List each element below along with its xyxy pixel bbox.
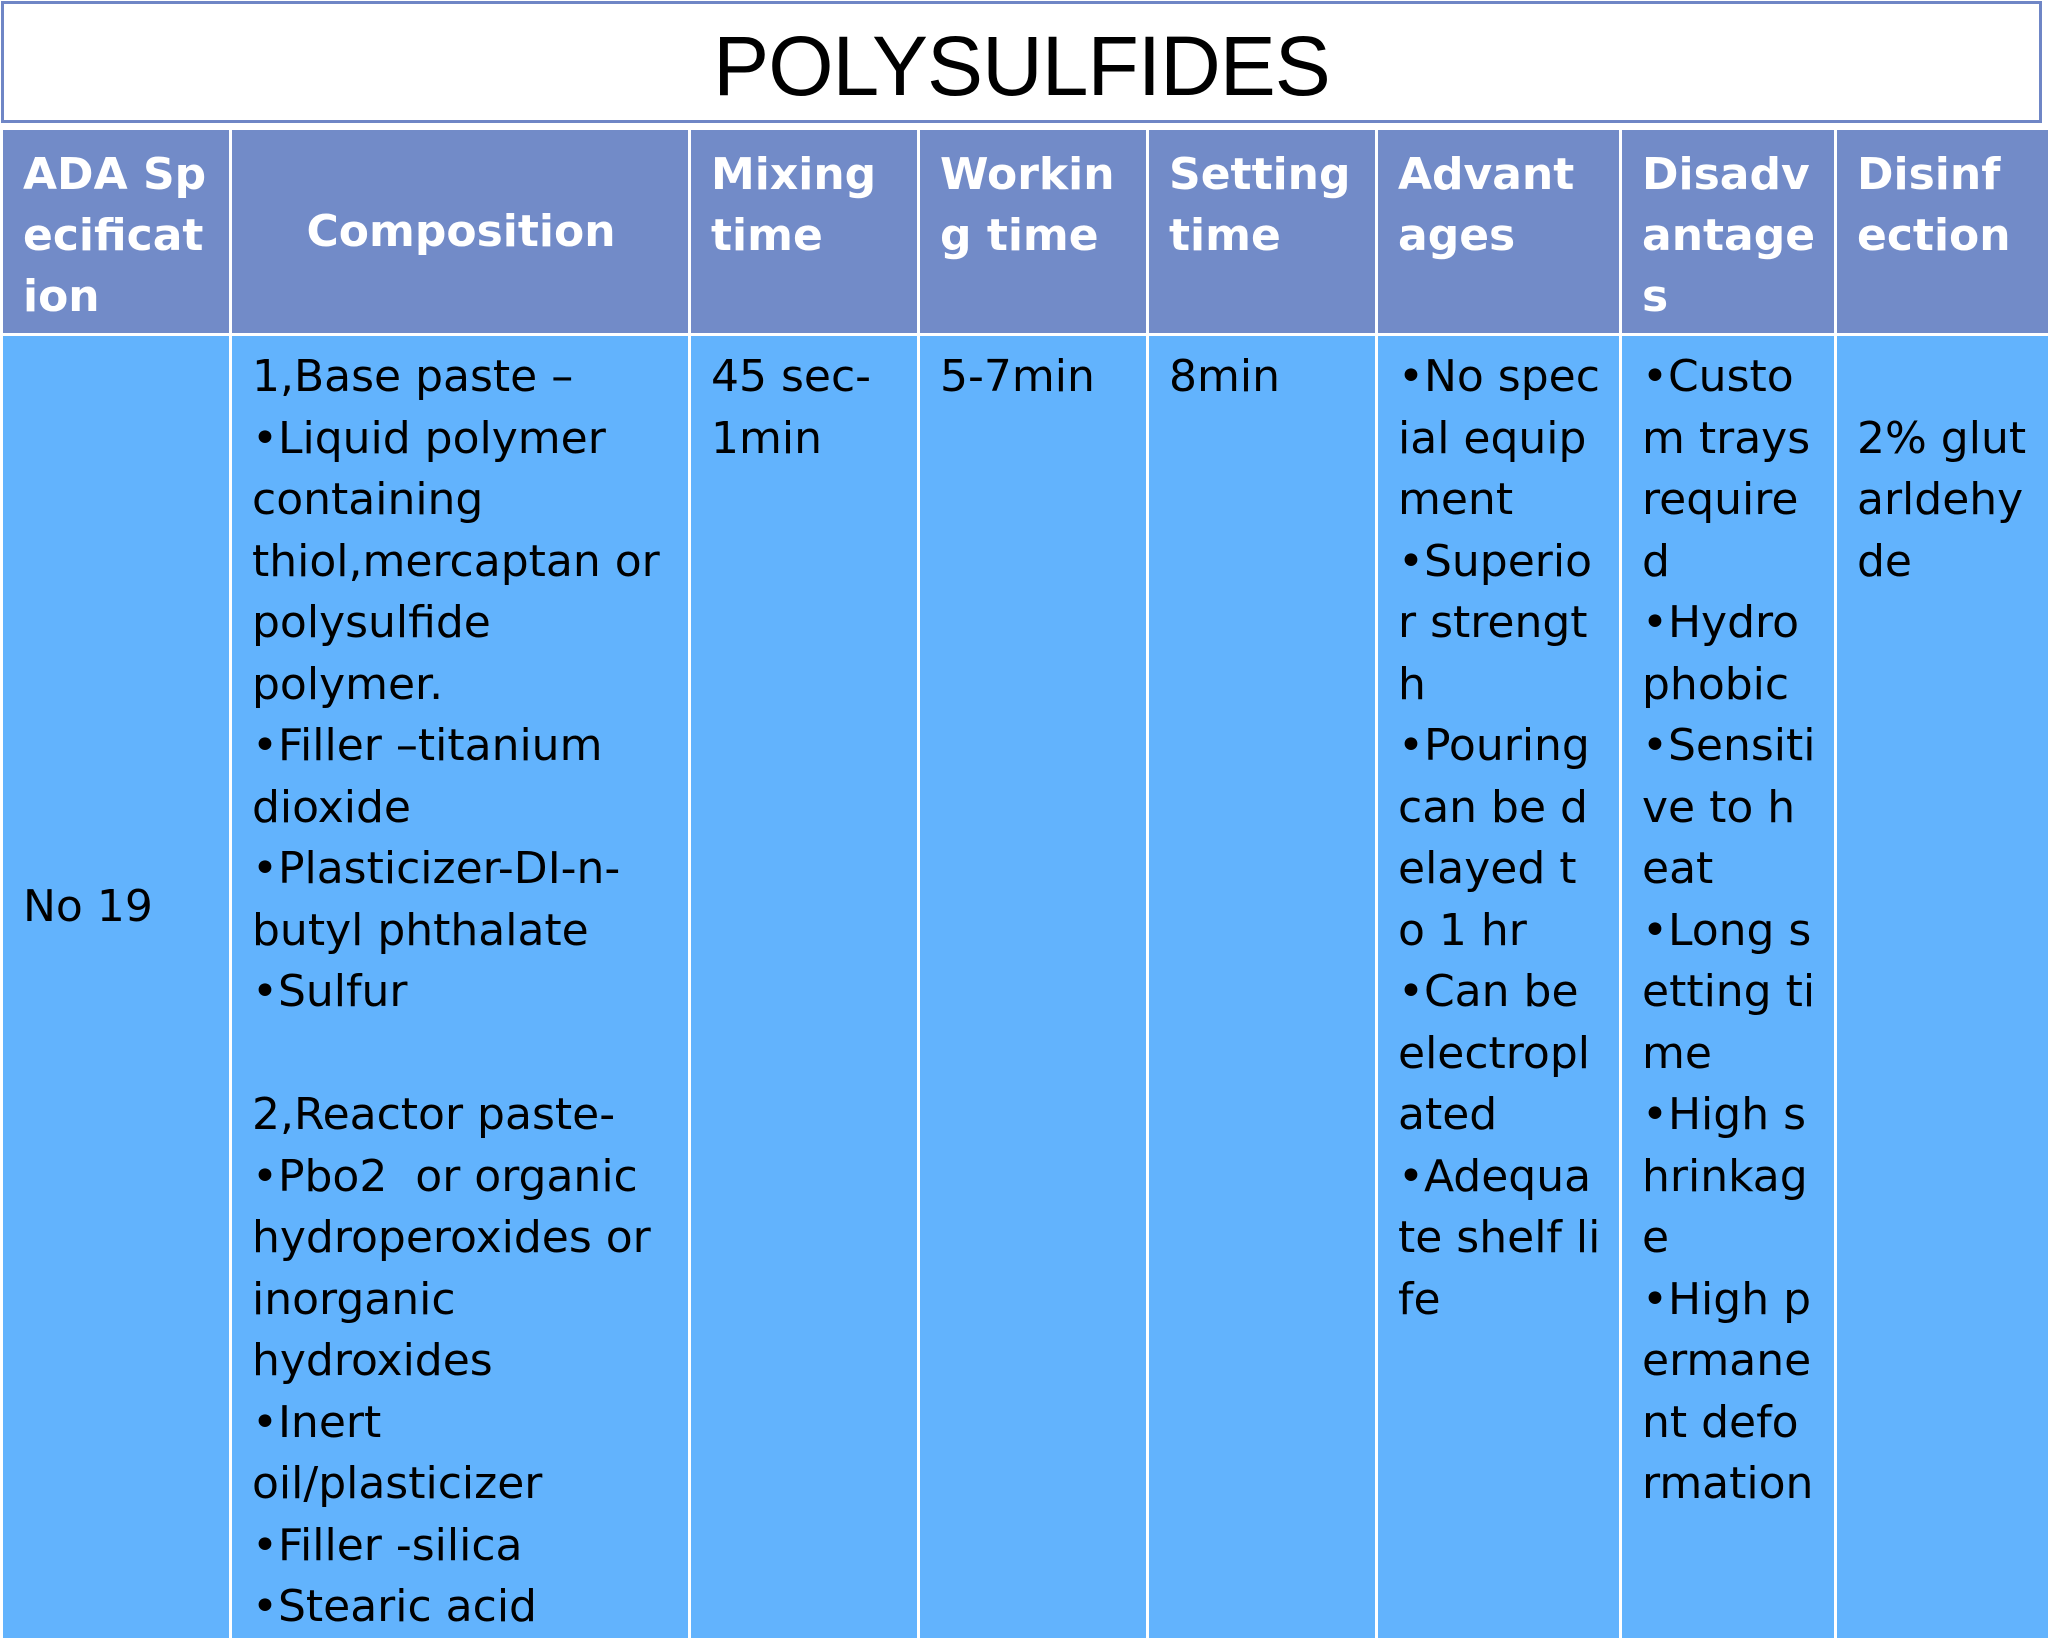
polysulfides-table	[0, 127, 2051, 1641]
disinfection-value: 2% glutarldehyde	[1857, 412, 2027, 587]
header-mixing-time: Mixing time	[690, 129, 919, 335]
base-paste-heading: 1,Base paste –	[252, 351, 574, 402]
table-row	[2, 335, 2050, 1640]
advantage-item: •No special equipment	[1398, 351, 1600, 525]
disadvantage-item: •Long setting time	[1642, 904, 1816, 1079]
cell-advantages	[1377, 335, 1621, 1640]
reactor-paste-item: •Stearic acid	[252, 1581, 537, 1632]
spacer	[252, 1023, 670, 1085]
base-paste-item: •Plasticizer-DI-n-butyl phthalate	[252, 843, 621, 956]
base-paste-item: •Sulfur	[252, 966, 408, 1017]
cell-ada-specification: No 19	[2, 335, 231, 1640]
header-setting-time: Setting time	[1148, 129, 1377, 335]
header-advantages: Advantages	[1377, 129, 1621, 335]
cell-composition	[231, 335, 690, 1640]
cell-setting-time: 8min	[1148, 335, 1377, 1640]
disadvantage-item: •Hydrophobic	[1642, 597, 1800, 710]
cell-working-time: 5-7min	[919, 335, 1148, 1640]
base-paste-item: •Liquid polymer containing thiol,mercaptan or polysulfide polymer.	[252, 412, 674, 710]
cell-disinfection	[1836, 335, 2050, 1640]
base-paste-item: •Filler –titanium dioxide	[252, 720, 617, 833]
cell-disadvantages	[1621, 335, 1836, 1640]
advantage-item: •Superior strength	[1398, 535, 1593, 710]
header-disinfection: Disinfection	[1836, 129, 2050, 335]
title-box	[1, 1, 2042, 123]
spacer	[1857, 346, 2030, 408]
reactor-paste-item: •Pbo2 or organic hydroperoxides or inorganic hydroxides	[252, 1150, 665, 1386]
reactor-paste-item: •Filler -silica	[252, 1519, 523, 1571]
header-row	[2, 129, 2050, 335]
slide-title: POLYSULFIDES	[713, 19, 1330, 113]
header-disadvantages: Disadvantages	[1621, 129, 1836, 335]
header-ada-specification: ADA Specification	[2, 129, 231, 335]
reactor-paste-heading: 2,Reactor paste-	[252, 1089, 616, 1140]
disadvantage-item: •High shrinkage	[1642, 1089, 1808, 1263]
reactor-paste-item: •Inert oil/plasticizer	[252, 1396, 543, 1509]
header-composition: Composition	[231, 129, 690, 335]
cell-mixing-time: 45 sec-1min	[690, 335, 919, 1640]
advantage-item: •Adequate shelf life	[1398, 1150, 1601, 1325]
advantage-item: •Can be electroplated	[1398, 966, 1593, 1140]
disadvantage-item: •Sensitive to heat	[1642, 720, 1816, 894]
header-working-time: Working time	[919, 129, 1148, 335]
disadvantage-item: •High permanent deformation	[1642, 1273, 1814, 1509]
disadvantage-item: •Custom trays required	[1642, 351, 1825, 587]
advantage-item: •Pouring can be delayed to 1 hr	[1398, 720, 1604, 956]
